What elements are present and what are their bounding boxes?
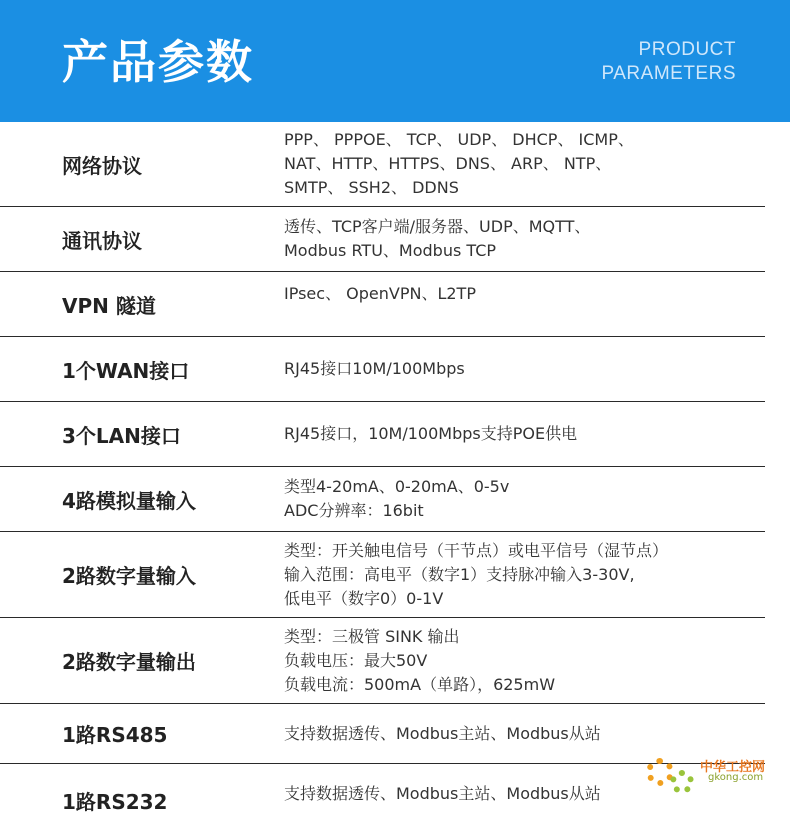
watermark-text: 中华工控网 [700, 760, 766, 775]
table-row-lan-ports [0, 402, 765, 467]
row-label: 通讯协议 [62, 228, 142, 253]
row-value-line: 负载电流：500mA（单路），625mW [284, 674, 556, 694]
row-value-line: 类型：开关触电信号（干节点）或电平信号（湿节点） [284, 540, 669, 560]
row-label: 2路数字量输入 [62, 564, 196, 588]
table-row-digital-input [0, 532, 765, 618]
page-title-english [601, 38, 736, 86]
row-value [284, 122, 765, 206]
row-value-line: Modbus RTU、Modbus TCP [284, 241, 497, 260]
page-title: 产品参数 [62, 35, 254, 89]
row-value-line: IPsec、 OpenVPN、L2TP [284, 284, 476, 303]
row-value-line: 输入范围：高电平（数字1）支持脉冲输入3-30V, [284, 564, 635, 584]
table-row-communication-protocol [0, 207, 765, 272]
row-label: 网络协议 [62, 153, 142, 178]
page-title-english-line1: PRODUCT [638, 39, 736, 60]
row-value-line: ADC分辨率：16bit [284, 501, 424, 520]
row-value-line: 类型4-20mA、0-20mA、0-5v [284, 477, 510, 496]
row-value-line: 低电平（数字0）0-1V [284, 588, 444, 608]
row-value [284, 337, 765, 401]
row-value-line: SMTP、 SSH2、 DDNS [284, 178, 459, 197]
row-value-line: RJ45接口，10M/100Mbps支持POE供电 [284, 424, 578, 443]
row-value-line: NAT、HTTP、HTTPS、DNS、 ARP、 NTP、 [284, 154, 612, 173]
row-label: 3个LAN接口 [62, 423, 181, 448]
row-value [284, 618, 765, 703]
table-row-digital-output [0, 618, 765, 704]
row-value [284, 272, 765, 336]
page-title-english-line2: PARAMETERS [601, 63, 736, 84]
row-value [284, 207, 765, 271]
row-label: 1个WAN接口 [62, 358, 190, 383]
row-value-line: 支持数据透传、Modbus主站、Modbus从站 [284, 784, 601, 803]
watermark-logo [646, 754, 782, 800]
table-row-analog-input [0, 467, 765, 532]
row-label: 4路模拟量输入 [62, 488, 196, 513]
watermark-url: gkong.com [708, 772, 764, 783]
table-row-network-protocol [0, 122, 765, 207]
row-value-line: 负载电压：最大50V [284, 650, 428, 670]
header-banner [0, 0, 790, 122]
parameters-table [0, 122, 765, 834]
row-value-line: 支持数据透传、Modbus主站、Modbus从站 [284, 723, 601, 743]
row-label: 2路数字量输出 [62, 650, 196, 674]
row-value [284, 467, 765, 531]
row-value-line: 透传、TCP客户端/服务器、UDP、MQTT、 [284, 217, 591, 236]
row-value-line: PPP、 PPPOE、 TCP、 UDP、 DHCP、 ICMP、 [284, 130, 634, 149]
row-value-line: RJ45接口10M/100Mbps [284, 359, 465, 378]
gear-icon [670, 770, 694, 794]
table-row-vpn-tunnel [0, 272, 765, 337]
row-value-line: 类型：三极管 SINK 输出 [284, 626, 460, 646]
row-value [284, 532, 765, 617]
row-label: 1路RS485 [62, 723, 168, 747]
row-label: 1路RS232 [62, 790, 168, 814]
table-row-wan-port [0, 337, 765, 402]
row-label: VPN 隧道 [62, 293, 156, 318]
row-value [284, 402, 765, 466]
